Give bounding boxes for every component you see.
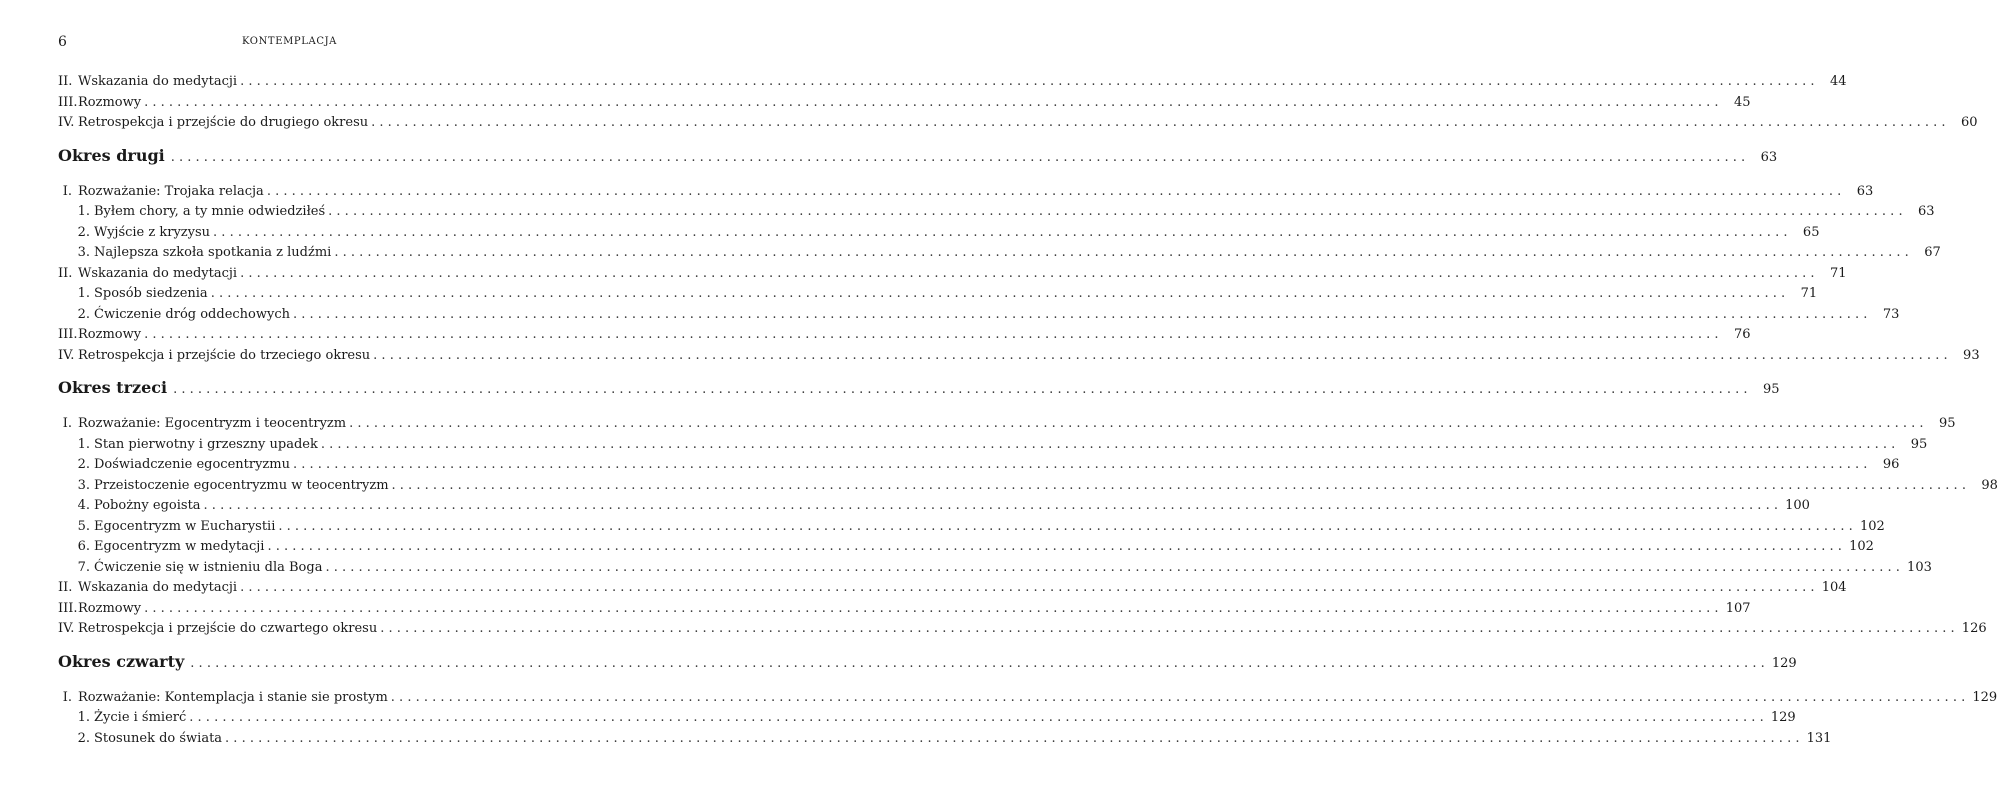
toc-page-number: 67 — [1924, 245, 1941, 260]
toc-entry-title: Stan pierwotny i grzeszny upadek — [94, 436, 318, 452]
running-head: KONTEMPLACJA — [241, 36, 338, 47]
toc-section-title: Okres trzeci — [58, 378, 168, 397]
dot-leader — [380, 619, 1954, 639]
toc-entry-number: 2. — [77, 730, 90, 746]
toc-entry-title: Pobożny egoista — [94, 498, 201, 513]
toc-entry-number: 4. — [77, 498, 90, 513]
dot-leader — [392, 476, 1966, 496]
page-number: 6 — [58, 34, 67, 50]
dot-leader — [293, 455, 1867, 475]
toc-page-number: 93 — [1963, 347, 1980, 363]
toc-entry-number: IV. — [58, 621, 75, 636]
toc-page-number: 126 — [1961, 621, 1987, 636]
toc-page-number: 98 — [1981, 477, 1998, 493]
toc-page-number: 63 — [1856, 183, 1874, 199]
toc-entry[interactable] — [58, 558, 1932, 579]
toc-entry-title: Byłem chory, a ty mnie odwiedziłeś — [94, 204, 326, 219]
toc-page-number: 45 — [1733, 94, 1751, 110]
toc-entry-number: 5. — [77, 518, 90, 534]
toc-entry-number: 3. — [77, 477, 90, 493]
dot-leader — [278, 517, 1852, 537]
dot-leader — [171, 148, 1745, 168]
toc-entry[interactable] — [58, 223, 1820, 244]
toc-entry-number: III. — [58, 600, 78, 616]
toc-entry[interactable] — [58, 93, 1751, 114]
toc-entry[interactable] — [58, 476, 1998, 497]
toc-entry[interactable] — [58, 537, 1874, 558]
toc-entry[interactable] — [58, 72, 1847, 93]
toc-entry-number: II. — [58, 580, 73, 595]
dot-leader — [144, 599, 1718, 619]
toc-entry-number: I. — [62, 183, 72, 199]
toc-entry-number: II. — [58, 74, 73, 89]
dot-leader — [240, 264, 1814, 284]
page-header — [58, 34, 521, 50]
toc-page-number: 104 — [1821, 580, 1847, 595]
toc-page-number: 131 — [1806, 730, 1832, 746]
toc-page-number: 95 — [1910, 436, 1928, 452]
toc-page-number: 60 — [1961, 115, 1978, 130]
dot-leader — [213, 223, 1787, 243]
toc-entry[interactable] — [58, 599, 1751, 620]
toc-entry-title: Doświadczenie egocentryzmu — [94, 457, 290, 472]
dot-leader — [144, 93, 1718, 113]
toc-entry-number: IV. — [58, 115, 75, 130]
toc-entry-title: Sposób siedzenia — [94, 286, 208, 301]
toc-page-number: 107 — [1725, 600, 1751, 616]
toc-entry-title: Egocentryzm w medytacji — [94, 539, 265, 554]
toc-entry-title: Wyjście z kryzysu — [94, 224, 211, 240]
dot-leader — [240, 578, 1814, 598]
toc-entry-number: 1. — [77, 436, 90, 452]
dot-leader — [267, 537, 1841, 557]
toc-entry-title: Rozważanie: Kontemplacja i stanie sie prostym — [78, 689, 388, 705]
dot-leader — [240, 72, 1814, 92]
toc-entry-title: Retrospekcja i przejście do trzeciego okresu — [78, 347, 371, 363]
toc-entry-number: 2. — [77, 224, 90, 240]
dot-leader — [349, 414, 1923, 434]
toc-entry-number: 2. — [77, 306, 90, 322]
toc-page-number: 71 — [1800, 286, 1818, 301]
dot-leader — [371, 113, 1945, 133]
toc-page-number: 102 — [1849, 539, 1874, 554]
toc-entry-number: IV. — [58, 347, 75, 363]
toc-entry-title: Wskazania do medytacji — [78, 265, 238, 281]
toc-section-title: Okres drugi — [58, 145, 165, 165]
toc-entry-number: I. — [62, 416, 72, 431]
dot-leader — [321, 435, 1895, 455]
toc-entry[interactable] — [58, 264, 1847, 285]
toc-page-number: 63 — [1918, 204, 1935, 219]
toc-section-title: Okres czwarty — [58, 651, 185, 671]
toc-entry[interactable] — [58, 202, 1935, 223]
dot-leader — [334, 243, 1908, 263]
toc-entry[interactable] — [58, 708, 1796, 729]
toc-entry-title: Ćwiczenie dróg oddechowych — [94, 306, 290, 322]
dot-leader — [267, 182, 1841, 202]
toc-entry[interactable] — [58, 325, 1751, 346]
toc-entry-title: Rozważanie: Egocentryzm i teocentryzm — [78, 416, 347, 431]
toc-entry-number: 7. — [77, 559, 90, 575]
toc-entry-number: III. — [58, 327, 78, 342]
toc-page-number: 129 — [1770, 710, 1796, 725]
toc-entry[interactable] — [58, 346, 1980, 367]
dot-leader — [144, 325, 1718, 345]
toc-entry-title: Życie i śmierć — [94, 710, 187, 725]
toc-entry-title: Ćwiczenie się w istnieniu dla Boga — [94, 559, 323, 575]
toc-entry-title: Rozmowy — [78, 600, 142, 616]
dot-leader — [373, 346, 1947, 366]
toc-page-number: 129 — [1771, 655, 1797, 671]
dot-leader — [173, 380, 1747, 400]
toc-entry-number: II. — [58, 265, 73, 281]
dot-leader — [204, 496, 1778, 516]
toc-entry-title: Wskazania do medytacji — [78, 580, 238, 595]
dot-leader — [225, 729, 1799, 749]
toc-entry-title: Rozmowy — [78, 94, 142, 110]
toc-page-number: 63 — [1760, 149, 1778, 165]
toc-entry-number: 1. — [77, 204, 90, 219]
toc-page-number: 95 — [1763, 382, 1780, 397]
toc-entry-title: Przeistoczenie egocentryzmu w teocentryzm — [94, 477, 389, 493]
toc-entry[interactable] — [58, 113, 1978, 134]
toc-section-heading[interactable] — [58, 145, 1778, 175]
toc-page-number: 100 — [1785, 498, 1810, 513]
toc-entry[interactable] — [58, 578, 1847, 599]
toc-entry[interactable] — [58, 517, 1885, 538]
toc-entry-number: 3. — [77, 245, 90, 260]
toc-entry[interactable] — [58, 496, 1810, 517]
toc-page-number: 76 — [1733, 327, 1751, 342]
toc-entry-title: Rozważanie: Trojaka relacja — [78, 183, 264, 199]
toc-page-number: 96 — [1882, 457, 1900, 472]
toc-entry-title: Najlepsza szkoła spotkania z ludźmi — [94, 245, 332, 260]
toc-entry[interactable] — [58, 305, 1900, 326]
toc-entry[interactable] — [58, 619, 1987, 640]
toc-entry[interactable] — [58, 243, 1941, 264]
toc-page-number: 65 — [1802, 224, 1820, 240]
toc-entry-title: Wskazania do medytacji — [78, 74, 238, 89]
dot-leader — [328, 202, 1902, 222]
toc-entry-number: 1. — [77, 710, 90, 725]
dot-leader — [391, 688, 1965, 708]
toc-entry-number: I. — [62, 689, 72, 705]
toc-entry-title: Stosunek do świata — [94, 730, 223, 746]
toc-entry[interactable] — [58, 688, 1998, 709]
toc-page-number: 129 — [1972, 689, 1998, 705]
toc-page-number: 102 — [1859, 518, 1885, 534]
table-of-contents — [58, 72, 1998, 749]
toc-entry[interactable] — [58, 435, 1928, 456]
dot-leader — [293, 305, 1867, 325]
toc-page-number: 103 — [1907, 559, 1932, 575]
toc-entry-number: III. — [58, 94, 78, 110]
dot-leader — [190, 654, 1764, 674]
toc-page-number: 95 — [1938, 416, 1956, 431]
toc-section-heading[interactable] — [58, 378, 1780, 407]
dot-leader — [325, 558, 1899, 578]
toc-section-heading[interactable] — [58, 651, 1797, 681]
toc-entry[interactable] — [58, 284, 1818, 305]
toc-entry-number: 1. — [77, 286, 90, 301]
toc-page-number: 44 — [1829, 74, 1847, 89]
toc-entry-number: 6. — [77, 539, 90, 554]
toc-entry[interactable] — [58, 414, 1956, 435]
toc-entry[interactable] — [58, 182, 1874, 203]
dot-leader — [211, 284, 1785, 304]
toc-page-number: 71 — [1829, 265, 1847, 281]
toc-entry-title: Retrospekcja i przejście do drugiego okresu — [78, 115, 369, 130]
toc-entry-number: 2. — [77, 457, 90, 472]
toc-entry[interactable] — [58, 455, 1900, 476]
toc-entry-title: Retrospekcja i przejście do czwartego okresu — [78, 621, 378, 636]
toc-entry-title: Rozmowy — [78, 327, 142, 342]
dot-leader — [189, 708, 1763, 728]
toc-page-number: 73 — [1882, 306, 1900, 322]
toc-entry[interactable] — [58, 729, 1832, 750]
toc-entry-title: Egocentryzm w Eucharystii — [94, 518, 276, 534]
